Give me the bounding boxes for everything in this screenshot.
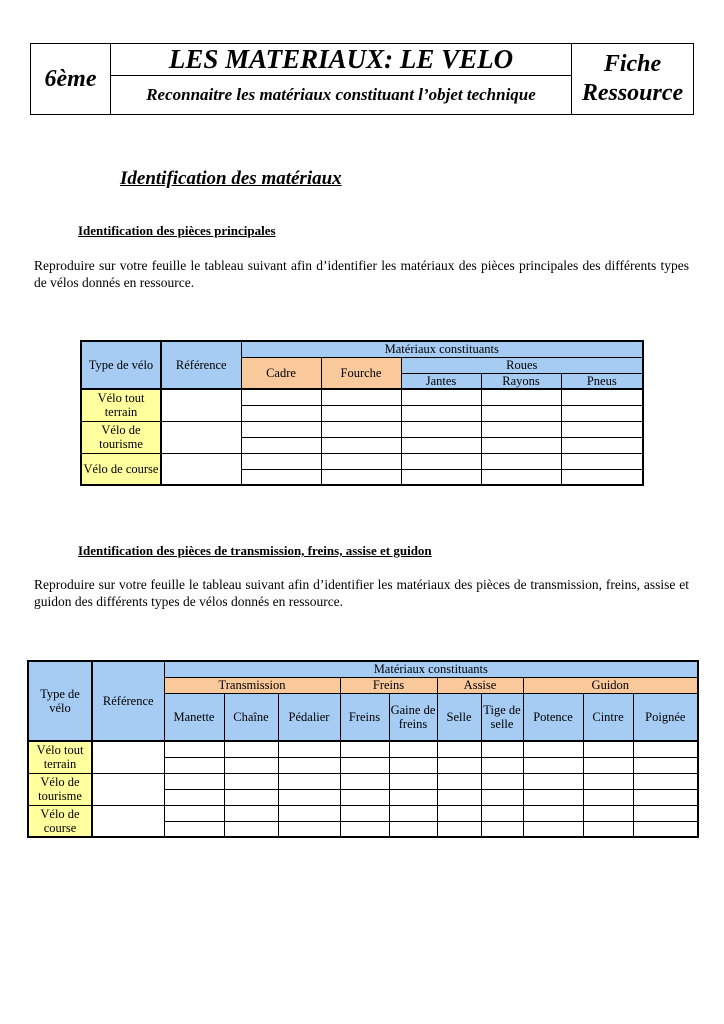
table-cell <box>633 805 698 821</box>
table-cell <box>523 757 583 773</box>
reference-header: Référence <box>161 341 241 389</box>
table-cell <box>241 389 321 405</box>
row-label-course: Vélo de course <box>28 805 92 837</box>
pedalier-header: Pédalier <box>278 693 340 741</box>
table-cell <box>481 421 561 437</box>
roues-header: Roues <box>401 357 643 373</box>
table-cell <box>278 773 340 789</box>
page-subtitle: Reconnaitre les matériaux constituant l’objet technique <box>111 76 572 115</box>
table-cell <box>583 773 633 789</box>
table-cell <box>481 453 561 469</box>
guidon-header: Guidon <box>523 677 698 693</box>
table-cell <box>583 757 633 773</box>
fiche-ressource <box>572 44 694 115</box>
chaine-header: Chaîne <box>224 693 278 741</box>
table-cell <box>164 773 224 789</box>
materials-header: Matériaux constituants <box>164 661 698 677</box>
table-cell <box>523 773 583 789</box>
table-cell <box>401 389 481 405</box>
pneus-header: Pneus <box>561 373 643 389</box>
table-cell <box>437 821 481 837</box>
part1-heading: Identification des pièces principales <box>78 223 276 238</box>
table-cell <box>340 741 389 757</box>
cintre-header: Cintre <box>583 693 633 741</box>
table-cell <box>401 437 481 453</box>
table-cell <box>92 741 164 773</box>
transmission-parts-table <box>27 660 699 838</box>
table-cell <box>523 789 583 805</box>
grade-label: 6ème <box>31 44 111 115</box>
jantes-header: Jantes <box>401 373 481 389</box>
table-cell <box>241 437 321 453</box>
table-cell <box>437 757 481 773</box>
table-cell <box>561 453 643 469</box>
table-cell <box>481 805 523 821</box>
table-cell <box>481 741 523 757</box>
table-cell <box>321 469 401 485</box>
table-cell <box>437 741 481 757</box>
table-cell <box>241 405 321 421</box>
table-cell <box>340 821 389 837</box>
table-cell <box>224 757 278 773</box>
table-cell <box>437 805 481 821</box>
table-cell <box>278 741 340 757</box>
table-cell <box>340 789 389 805</box>
table-cell <box>241 453 321 469</box>
ressource-label: Ressource <box>581 80 684 106</box>
table-cell <box>633 741 698 757</box>
table-cell <box>401 453 481 469</box>
part2-paragraph: Reproduire sur votre feuille le tableau suivant afin d’identifier les matériaux des pièces de transmission, freins, assise et guidon des différents types de vélos donnés en ressource. <box>34 577 689 609</box>
selle-header: Selle <box>437 693 481 741</box>
row-label-tourisme: Vélo de tourisme <box>81 421 161 453</box>
table-cell <box>321 437 401 453</box>
table-cell <box>523 805 583 821</box>
reference-header: Référence <box>92 661 164 741</box>
table-cell <box>92 773 164 805</box>
table-cell <box>481 437 561 453</box>
table-cell <box>340 773 389 789</box>
table-cell <box>164 741 224 757</box>
part2-heading: Identification des pièces de transmission, freins, assise et guidon <box>78 543 432 558</box>
table-cell <box>583 821 633 837</box>
table-cell <box>561 389 643 405</box>
table-cell <box>389 805 437 821</box>
table-cell <box>561 437 643 453</box>
table-cell <box>389 821 437 837</box>
table-cell <box>481 789 523 805</box>
table-cell <box>389 757 437 773</box>
table-cell <box>340 757 389 773</box>
table-cell <box>224 741 278 757</box>
table-cell <box>389 789 437 805</box>
table-cell <box>92 805 164 837</box>
table-cell <box>224 773 278 789</box>
table-cell <box>321 421 401 437</box>
table-cell <box>633 773 698 789</box>
table-cell <box>561 469 643 485</box>
table-cell <box>241 469 321 485</box>
poignee-header: Poignée <box>633 693 698 741</box>
table-cell <box>278 789 340 805</box>
table-cell <box>583 789 633 805</box>
table-cell <box>161 389 241 421</box>
table-cell <box>278 821 340 837</box>
page-title: LES MATERIAUX: LE VELO <box>111 44 572 76</box>
fourche-header: Fourche <box>321 357 401 389</box>
table-cell <box>633 757 698 773</box>
table-cell <box>161 421 241 453</box>
row-label-vtt: Vélo tout terrain <box>81 389 161 421</box>
row-label-tourisme: Vélo de tourisme <box>28 773 92 805</box>
table-cell <box>633 821 698 837</box>
table-cell <box>561 405 643 421</box>
table-cell <box>224 805 278 821</box>
table-cell <box>321 453 401 469</box>
potence-header: Potence <box>523 693 583 741</box>
table-cell <box>161 453 241 485</box>
type-velo-header: Type de vélo <box>28 661 92 741</box>
gaine-freins-header: Gaine de freins <box>389 693 437 741</box>
freins-group-header: Freins <box>340 677 437 693</box>
row-label-course: Vélo de course <box>81 453 161 485</box>
table-cell <box>340 805 389 821</box>
table-cell <box>561 421 643 437</box>
manette-header: Manette <box>164 693 224 741</box>
table-cell <box>523 821 583 837</box>
table-cell <box>481 389 561 405</box>
section-title: Identification des matériaux <box>120 168 342 189</box>
table-cell <box>224 821 278 837</box>
table-cell <box>278 805 340 821</box>
table-cell <box>583 805 633 821</box>
table-cell <box>164 789 224 805</box>
table-cell <box>481 821 523 837</box>
table-cell <box>278 757 340 773</box>
assise-header: Assise <box>437 677 523 693</box>
main-parts-table <box>80 340 644 486</box>
table-cell <box>164 821 224 837</box>
table-cell <box>164 805 224 821</box>
table-cell <box>224 789 278 805</box>
table-cell <box>401 469 481 485</box>
table-cell <box>437 789 481 805</box>
table-cell <box>437 773 481 789</box>
table-cell <box>481 469 561 485</box>
materials-header: Matériaux constituants <box>241 341 643 357</box>
table-cell <box>633 789 698 805</box>
table-cell <box>401 421 481 437</box>
table-cell <box>241 421 321 437</box>
table-cell <box>389 741 437 757</box>
table-cell <box>401 405 481 421</box>
table-cell <box>481 773 523 789</box>
table-cell <box>321 405 401 421</box>
part1-paragraph: Reproduire sur votre feuille le tableau suivant afin d’identifier les matériaux des pièces principales des différents types de vélos donnés en ressource. <box>34 258 689 290</box>
table-cell <box>481 757 523 773</box>
table-cell <box>583 741 633 757</box>
table-cell <box>523 741 583 757</box>
freins-header: Freins <box>340 693 389 741</box>
row-label-vtt: Vélo tout terrain <box>28 741 92 773</box>
tige-selle-header: Tige de selle <box>481 693 523 741</box>
page-header <box>30 43 694 115</box>
transmission-header: Transmission <box>164 677 340 693</box>
cadre-header: Cadre <box>241 357 321 389</box>
table-cell <box>389 773 437 789</box>
table-cell <box>321 389 401 405</box>
fiche-label: Fiche <box>603 51 662 77</box>
table-cell <box>164 757 224 773</box>
type-velo-header: Type de vélo <box>81 341 161 389</box>
table-cell <box>481 405 561 421</box>
rayons-header: Rayons <box>481 373 561 389</box>
